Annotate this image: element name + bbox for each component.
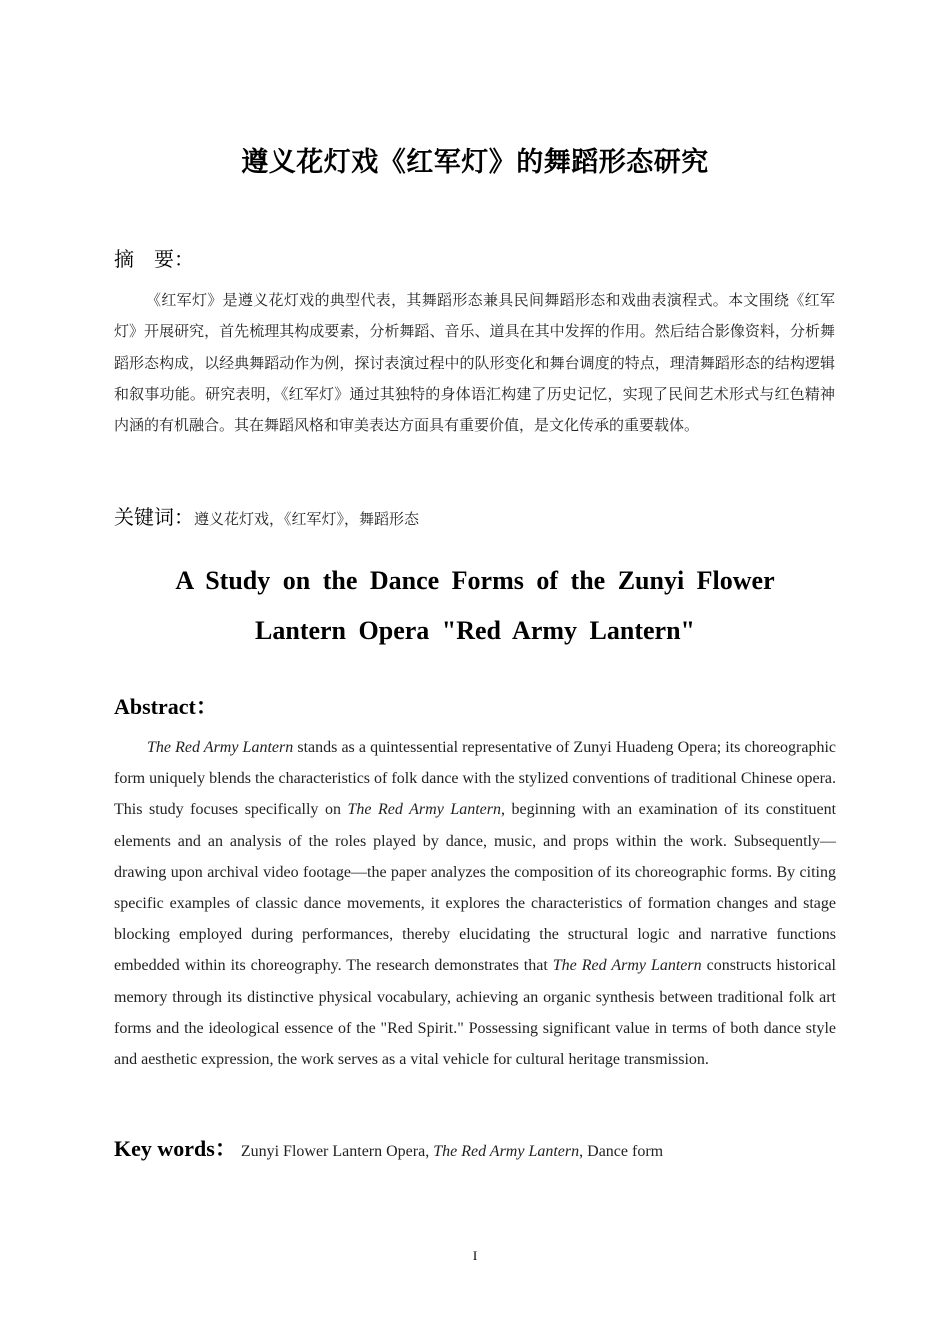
english-keywords-label: Key words：: [114, 1136, 237, 1161]
work-title-1: The Red Army Lantern: [147, 739, 294, 756]
english-abstract-part-2: , beginning with an examination of its constituent elements and an analysis of the roles played by dance, music, and props within the work. Subsequently—drawing upon archival video footage—the paper analyzes the composition of its choreographic forms. By citing specific examples of classic dance movements, it explores the characteristics of formation changes and stage blocking employed during performances, thereby elucidating the structural logic and narrative functions embedded within its choreography. The research demonstrates that: [114, 801, 837, 975]
english-keyword-2: The Red Army Lantern: [433, 1143, 580, 1160]
english-abstract-heading: Abstract：: [114, 694, 218, 719]
english-title: A Study on the Dance Forms of the Zunyi Flower Lantern Opera "Red Army Lantern": [175, 566, 775, 645]
chinese-abstract-heading: [114, 243, 194, 272]
page-number: I: [472, 1248, 478, 1263]
work-title-3: The Red Army Lantern: [552, 957, 702, 975]
chinese-abstract-label-b: 要：: [154, 247, 194, 271]
english-abstract-part-1: stands as a quintessential representative of Zunyi Huadeng Opera; its choreographic form uniquely blends the characteristics of folk dance with the stylized conventions of traditional Chinese opera. This study focuses specifically on: [114, 739, 836, 819]
chinese-title: 遵义花灯戏《红军灯》的舞蹈形态研究: [241, 147, 709, 178]
chinese-keywords-label: 关键词：: [114, 505, 194, 529]
english-abstract-body: [114, 732, 836, 1075]
work-title-2: The Red Army Lantern: [347, 801, 502, 819]
chinese-abstract-label-a: 摘: [114, 247, 134, 271]
english-keyword-3: , Dance form: [579, 1143, 664, 1160]
english-abstract-part-3: constructs historical memory through its distinctive physical vocabulary, achieving an organic synthesis between traditional folk art forms and the ideological essence of the "Red Spirit." Possessing significant value in terms of both dance style and aesthetic expression, the work serves as a vital vehicle for cultural heritage transmission.: [114, 957, 836, 1069]
chinese-keywords-values: 遵义花灯戏，《红军灯》，舞蹈形态: [194, 510, 420, 528]
english-keywords: [114, 1132, 663, 1163]
english-keyword-1: Zunyi Flower Lantern Opera,: [240, 1143, 434, 1160]
chinese-keywords: [114, 501, 419, 530]
chinese-abstract-body: 《红军灯》是遵义花灯戏的典型代表，其舞蹈形态兼具民间舞蹈形态和戏曲表演程式。本文围绕《红军灯》开展研究，首先梳理其构成要素，分析舞蹈、音乐、道具在其中发挥的作用。然后结合影像资料，分析舞蹈形态构成，以经典舞蹈动作为例，探讨表演过程中的队形变化和舞台调度的特点，理清舞蹈形态的结构逻辑和叙事功能。研究表明，《红军灯》通过其独特的身体语汇构建了历史记忆，实现了民间艺术形式与红色精神内涵的有机融合。其在舞蹈风格和审美表达方面具有重要价值，是文化传承的重要载体。: [114, 291, 835, 435]
